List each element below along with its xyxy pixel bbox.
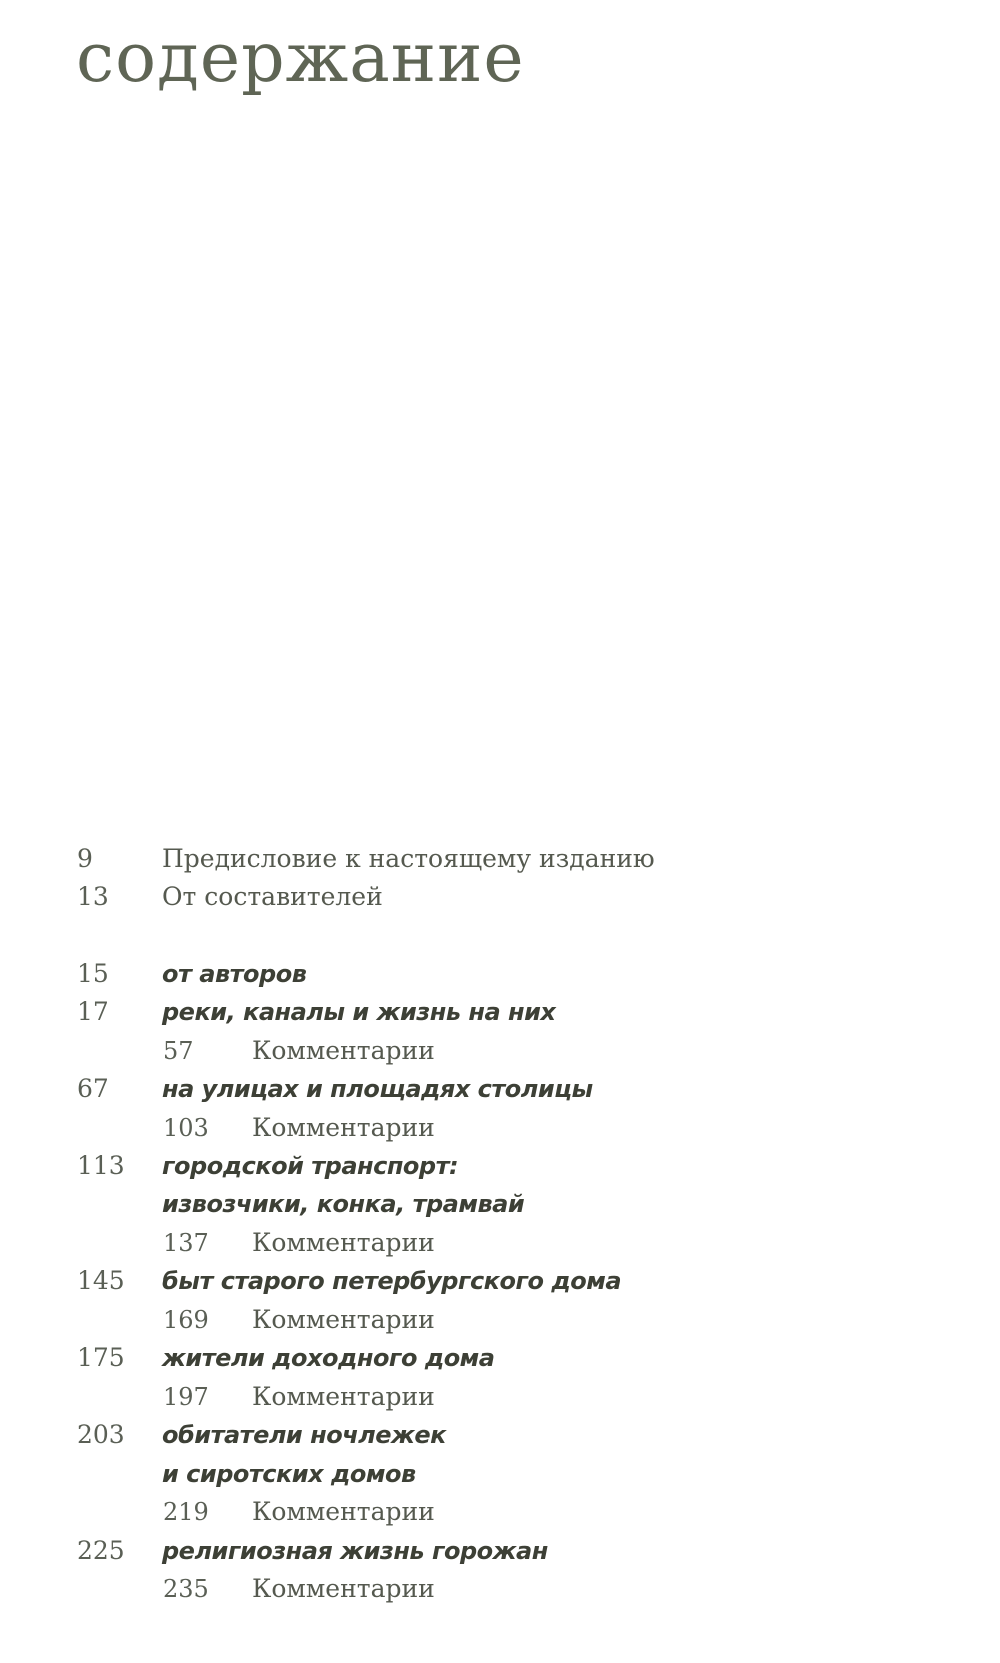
chapter-title: на улицах и площадях столицы [162,1075,593,1103]
toc-chapter-continued[interactable] [0,1455,1000,1493]
chapter-title-line2: извозчики, конка, трамвай [162,1190,525,1218]
toc-comments[interactable] [0,1109,1000,1147]
chapter-title: быт старого петербургского дома [162,1267,622,1295]
chapter-title-line2: и сиротских домов [162,1460,416,1488]
toc-chapter[interactable] [0,1262,1000,1300]
toc-chapter[interactable] [0,1416,1000,1454]
page-title: содержание [76,19,525,98]
toc-page-number: 9 [77,844,93,873]
toc-comments[interactable] [0,1224,1000,1262]
comments-page-number: 235 [163,1575,209,1603]
toc-page-number: 203 [77,1420,125,1449]
toc-comments[interactable] [0,1301,1000,1339]
toc-entry-from-compilers[interactable] [0,878,1000,916]
chapter-title: жители доходного дома [162,1344,495,1372]
chapter-title: реки, каналы и жизнь на них [162,998,556,1026]
toc-chapter[interactable] [0,993,1000,1031]
chapter-title: обитатели ночлежек [162,1421,446,1449]
comments-label: Комментарии [252,1497,435,1526]
toc-entry-foreword[interactable] [0,840,1000,878]
toc-page-number: 15 [77,959,109,988]
comments-label: Комментарии [252,1036,435,1065]
toc-comments[interactable] [0,1570,1000,1608]
toc-chapter[interactable] [0,1070,1000,1108]
comments-label: Комментарии [252,1113,435,1142]
toc-chapter[interactable] [0,955,1000,993]
comments-page-number: 103 [163,1114,209,1142]
toc-entry-title: Предисловие к настоящему изданию [162,844,655,873]
toc-page-number: 113 [77,1151,125,1180]
toc-comments[interactable] [0,1032,1000,1070]
toc-page-number: 13 [77,882,109,911]
comments-page-number: 57 [163,1037,194,1065]
toc-chapter[interactable] [0,1532,1000,1570]
comments-label: Комментарии [252,1228,435,1257]
toc-chapter[interactable] [0,1147,1000,1185]
toc-chapter[interactable] [0,1339,1000,1377]
comments-page-number: 219 [163,1498,209,1526]
comments-label: Комментарии [252,1574,435,1603]
toc-page-number: 17 [77,997,109,1026]
toc-chapter-continued[interactable] [0,1185,1000,1223]
chapter-title: религиозная жизнь горожан [162,1537,548,1565]
comments-label: Комментарии [252,1382,435,1411]
chapter-title: городской транспорт: [162,1152,459,1180]
toc-comments[interactable] [0,1378,1000,1416]
toc-entry-title: От составителей [162,882,383,911]
toc-page-number: 175 [77,1343,125,1372]
comments-page-number: 169 [163,1306,209,1334]
toc-page-number: 225 [77,1536,125,1565]
chapter-title: от авторов [162,960,307,988]
comments-page-number: 197 [163,1383,209,1411]
toc-page-number: 67 [77,1074,109,1103]
comments-label: Комментарии [252,1305,435,1334]
toc-comments[interactable] [0,1493,1000,1531]
comments-page-number: 137 [163,1229,209,1257]
toc-page-number: 145 [77,1266,125,1295]
